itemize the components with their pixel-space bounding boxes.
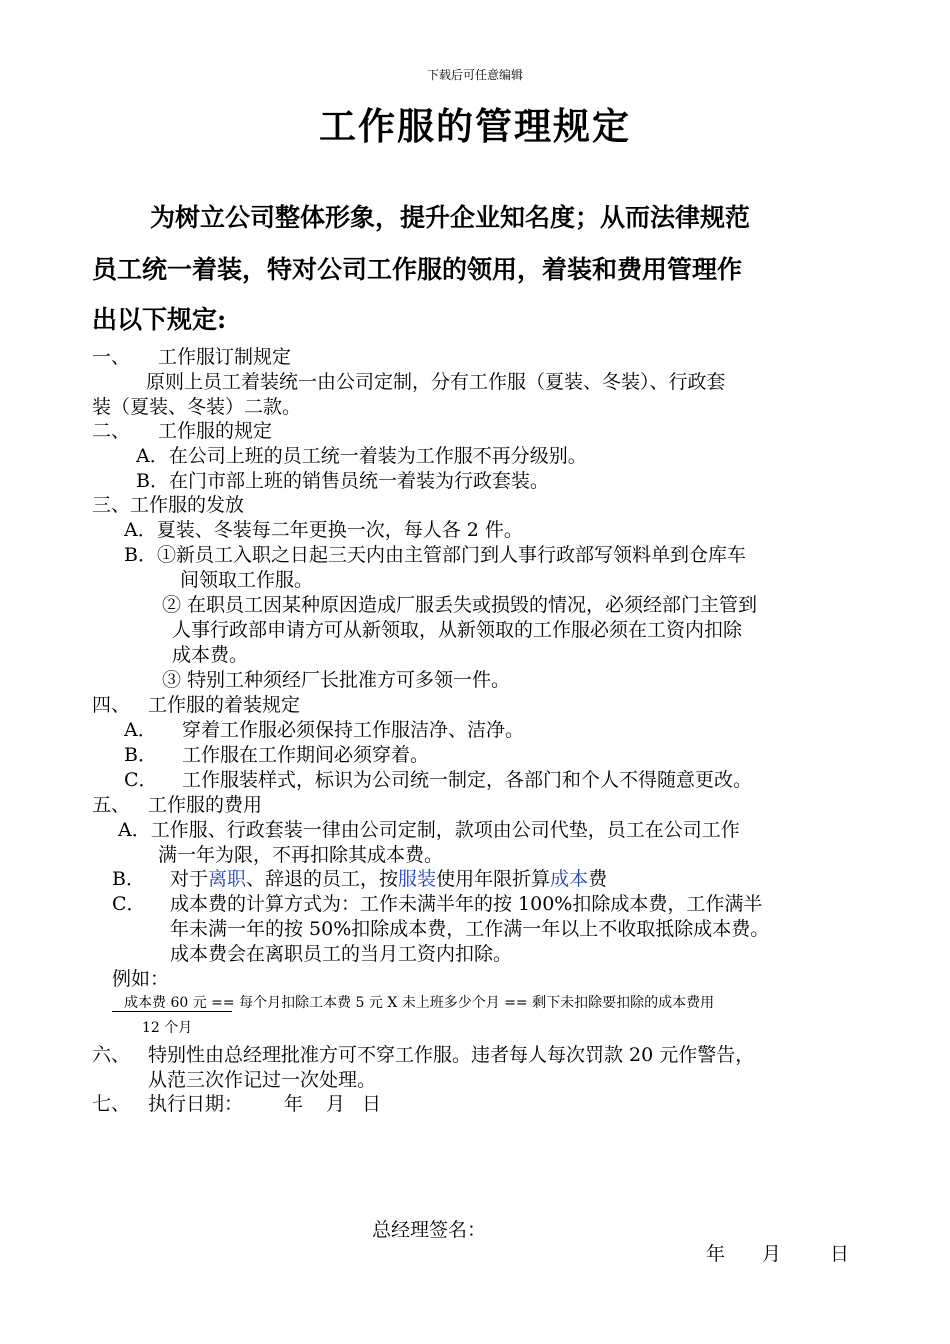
section-7-day: 日: [362, 1093, 382, 1115]
section-1-number: 一、: [92, 346, 131, 368]
section-2-item-a: A．在公司上班的员工统一着装为工作服不再分级别。: [136, 445, 587, 467]
section-4-item-a-label: A．: [124, 719, 157, 741]
document-title: 工作服的管理规定: [319, 104, 631, 148]
formula-fraction-bar: [112, 1011, 232, 1012]
section-2-heading: 工作服的规定: [158, 420, 273, 442]
formula-line: [124, 992, 714, 1012]
section-3-item-b1: B．①新员工入职之日起三天内由主管部门到人事行政部写领料单到仓库车: [124, 544, 746, 566]
section-2-number: 二、: [92, 420, 131, 442]
section-4-item-c-label: C．: [124, 769, 158, 791]
intro-line-2: 员工统一着装，特对公司工作服的领用，着装和费用管理作: [92, 255, 743, 284]
section-3-item-b2-line-1: ② 在职员工因某种原因造成厂服丢失或损毁的情况，必须经部门主管到: [162, 594, 758, 616]
section-2-item-b: B．在门市部上班的销售员统一着装为行政套装。: [136, 470, 549, 492]
link-clothing[interactable]: 服装: [398, 868, 437, 890]
section-4-item-b-label: B．: [124, 744, 157, 766]
intro-line-1: 为树立公司整体形象，提升企业知名度；从而法律规范: [150, 203, 751, 232]
formula-denominator: 12 个月: [142, 1020, 193, 1036]
section-3-item-b2-line-2: 人事行政部申请方可从新领取，从新领取的工作服必须在工资内扣除: [172, 619, 743, 641]
section-3-item-a: A．夏装、冬装每二年更换一次，每人各 2 件。: [124, 519, 523, 541]
section-3-item-b1-cont: 间领取工作服。: [180, 569, 314, 591]
signature-year: 年: [706, 1243, 726, 1265]
section-5-item-a: A．工作服、行政套装一律由公司定制，款项由公司代垫，员工在公司工作: [118, 819, 740, 841]
section-5-item-c-line-3: 成本费会在离职员工的当月工资内扣除。: [170, 943, 513, 965]
section-7-month: 月: [326, 1093, 346, 1115]
section-5-b-text-1: 对于: [170, 868, 209, 890]
formula-rest: == 每个月扣除工本费 5 元 X 未上班多少个月 == 剩下未扣除要扣除的成本费用: [206, 995, 715, 1011]
section-5-b-text-4: 费: [588, 868, 608, 890]
link-cost[interactable]: 成本: [550, 868, 589, 890]
signature-label: 总经理签名：: [372, 1219, 487, 1241]
section-4-number: 四、: [92, 694, 131, 716]
section-1-body-line-2: 装（夏装、冬装）二款。: [92, 396, 302, 418]
example-label: 例如：: [112, 968, 170, 990]
section-5-item-b-text: [170, 864, 607, 891]
signature-day: 日: [830, 1243, 850, 1265]
section-7-year: 年: [284, 1093, 304, 1115]
signature-month: 月: [762, 1243, 782, 1265]
section-6-line-2: 从范三次作记过一次处理。: [148, 1069, 377, 1091]
section-1-body-line-1: 原则上员工着装统一由公司定制，分有工作服（夏装、冬装）、行政套: [146, 371, 726, 393]
section-6-number: 六、: [92, 1044, 131, 1066]
section-4-heading: 工作服的着装规定: [148, 694, 301, 716]
section-5-item-a-cont: 满一年为限，不再扣除其成本费。: [158, 844, 444, 866]
section-5-b-text-2: 、辞退的员工，按: [246, 868, 399, 890]
link-resignation[interactable]: 离职: [208, 868, 247, 890]
section-4-item-c-text: 工作服装样式，标识为公司统一制定，各部门和个人不得随意更改。: [182, 769, 753, 791]
section-5-item-c-line-1: 成本费的计算方式为：工作未满半年的按 100%扣除成本费，工作满半: [170, 893, 763, 915]
section-1-heading: 工作服订制规定: [158, 346, 292, 368]
section-7-label: 执行日期：: [148, 1093, 244, 1115]
section-5-item-b-label: B．: [112, 868, 145, 890]
section-5-b-text-3: 使用年限折算: [436, 868, 551, 890]
section-5-heading: 工作服的费用: [148, 794, 263, 816]
section-6-line-1: 特别性由总经理批准方可不穿工作服。违者每人每次罚款 20 元作警告，: [148, 1044, 755, 1066]
section-4-item-b-text: 工作服在工作期间必须穿着。: [182, 744, 430, 766]
section-5-item-c-line-2: 年未满一年的按 50%扣除成本费，工作满一年以上不收取抵除成本费。: [170, 918, 770, 940]
section-5-item-c-label: C．: [112, 893, 146, 915]
section-7-number: 七、: [92, 1093, 131, 1115]
section-3-heading: 三、工作服的发放: [92, 494, 245, 516]
section-5-number: 五、: [92, 794, 131, 816]
intro-line-3: 出以下规定:: [92, 305, 227, 334]
formula-numerator: 成本费 60 元: [124, 995, 207, 1011]
section-3-item-b3: ③ 特别工种须经厂长批准方可多领一件。: [162, 669, 511, 691]
header-note: 下载后可任意编辑: [426, 68, 523, 82]
section-4-item-a-text: 穿着工作服必须保持工作服洁净、洁净。: [182, 719, 525, 741]
section-3-item-b2-line-3: 成本费。: [172, 644, 249, 666]
